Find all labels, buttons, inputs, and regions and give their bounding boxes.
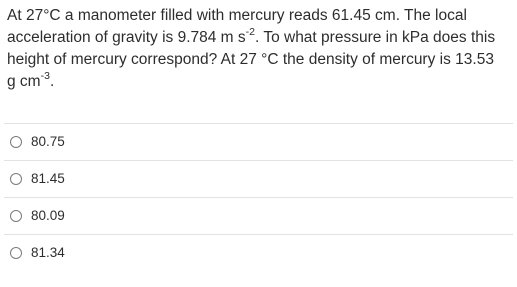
answer-option-label: 80.75 [31,134,65,149]
radio-button[interactable] [10,173,22,185]
question-line-3: height of mercury correspond? At 27 °C the density of mercury is 13.53 [7,51,494,68]
question-line-1: At 27°C a manometer filled with mercury reads 61.45 cm. The local [7,7,467,24]
answer-options [4,123,513,271]
question-line-2-tail: . To what pressure in kPa does this [254,29,496,46]
answer-option-label: 81.45 [31,171,65,186]
answer-option-label: 80.09 [31,208,65,223]
answer-option-4[interactable] [4,234,513,271]
question-line-2 [7,27,513,49]
radio-button[interactable] [10,247,22,259]
question-line-4-text: g cm [7,73,41,90]
answer-option-1[interactable] [4,123,513,160]
answer-option-3[interactable] [4,197,513,234]
question-text [7,5,513,93]
superscript-exponent: -2 [245,25,255,38]
question-line-2-text: acceleration of gravity is 9.784 m s [7,29,246,46]
question-line-4 [7,71,513,93]
radio-button[interactable] [10,136,22,148]
question-line-4-tail: . [49,73,55,90]
superscript-exponent: -3 [40,69,50,82]
radio-button[interactable] [10,210,22,222]
answer-option-label: 81.34 [31,245,65,260]
answer-option-2[interactable] [4,160,513,197]
